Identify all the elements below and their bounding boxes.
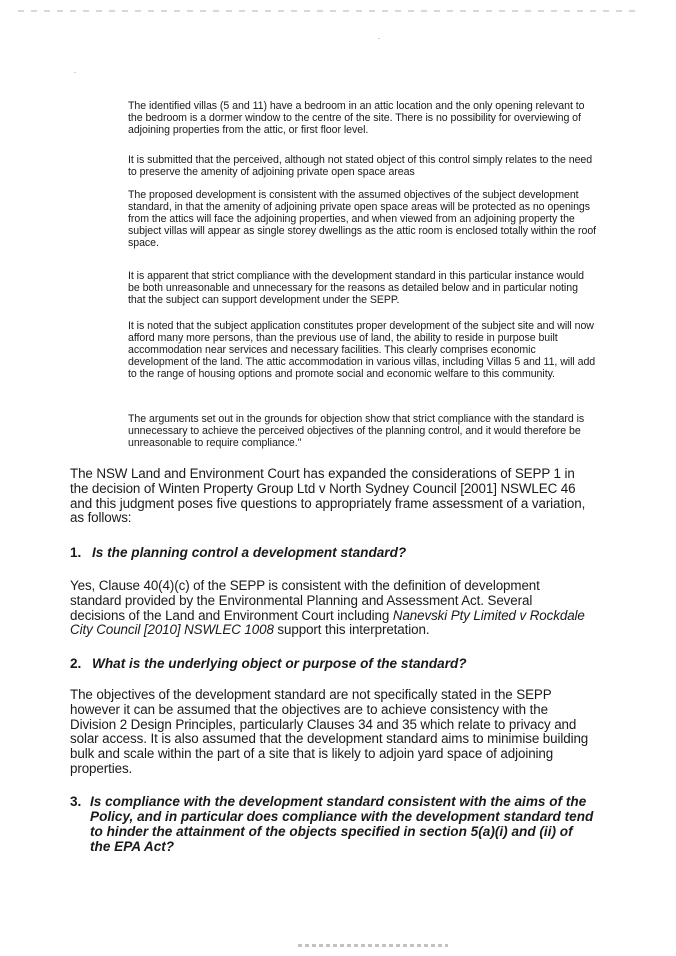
footer-file-path [298,944,448,947]
question-3-text: Is compliance with the development standard consistent with the aims of the Policy, and in particular does compliance with the development standard tend to hinder the attainment of the objects specified in section 5(a)(i) and (ii) of the EPA Act? [90,794,594,854]
quote-paragraph-5: It is noted that the subject application constitutes proper development of the subject site and will now afford many more persons, than the previous use of land, the ability to reside in purpose built accommodation near services and necessary facilities. This clearly comprises economic development of the land. The attic accommodation in various villas, including Villas 5 and 11, will add to the range of housing options and promote social and economic welfare to this community. [128,320,596,380]
scan-speck [74,72,76,73]
answer-1-case-citation: Nanevski Pty Limited v Rockdale City Council [2010] NSWLEC 1008 [70,607,585,638]
question-1-answer [70,579,590,638]
question-2-heading [70,656,600,671]
answer-1-text-a: Yes, Clause 40(4)(c) of the SEPP is consistent with the definition of development standard provided by the Environmental Planning and Assessment Act. Several decisions of the Land and Environment Court including [70,578,540,623]
question-1-number: 1. [70,545,82,560]
scan-speck [378,38,380,39]
question-2-number: 2. [70,656,82,671]
quote-paragraph-6: The arguments set out in the grounds for objection show that strict compliance with the standard is unnecessary to achieve the perceived objectives of the planning control, and it would therefore be unreasonable to require compliance." [128,413,585,449]
intro-paragraph: The NSW Land and Environment Court has expanded the considerations of SEPP 1 in the decision of Winten Property Group Ltd v North Sydney Council [2001] NSWLEC 46 and this judgment poses five questions to appropriately frame assessment of a variation, as follows: [70,466,586,526]
quote-paragraph-3: The proposed development is consistent with the assumed objectives of the subject development standard, in that the amenity of adjoining private open space areas will be protected as no openings from the attics will face the adjoining properties, and when viewed from an adjoining property the subject villas will appear as single storey dwellings as the attic room is enclosed totally within the roof space. [128,189,597,249]
quote-paragraph-4: It is apparent that strict compliance with the development standard in this particular instance would be both unreasonable and unnecessary for the reasons as detailed below and in particular noting that the subject can support development under the SEPP. [128,270,585,306]
scan-artifact-top [18,10,638,12]
quote-paragraph-1: The identified villas (5 and 11) have a bedroom in an attic location and the only opening relevant to the bedroom is a dormer window to the centre of the site. There is no possibility for overviewing of adjoining properties from the attic, or first floor level. [128,100,585,136]
answer-1-text-b: support this interpretation. [273,622,430,638]
question-3-heading [70,794,595,854]
question-1-heading [70,545,600,560]
question-2-answer: The objectives of the development standard are not specifically stated in the SEPP however it can be assumed that the objectives are to achieve consistency with the Division 2 Design Principles, particularly Clauses 34 and 35 which relate to privacy and solar access. It is also assumed that the development standard aims to minimise building bulk and scale within the part of a site that is likely to adjoin yard space of adjoining properties. [70,687,589,776]
question-2-text: What is the underlying object or purpose of the standard? [92,656,467,671]
question-3-number: 3. [70,794,82,809]
question-1-text: Is the planning control a development standard? [92,545,407,560]
quote-paragraph-2: It is submitted that the perceived, although not stated object of this control simply relates to the need to preserve the amenity of adjoining private open space areas [128,154,593,178]
